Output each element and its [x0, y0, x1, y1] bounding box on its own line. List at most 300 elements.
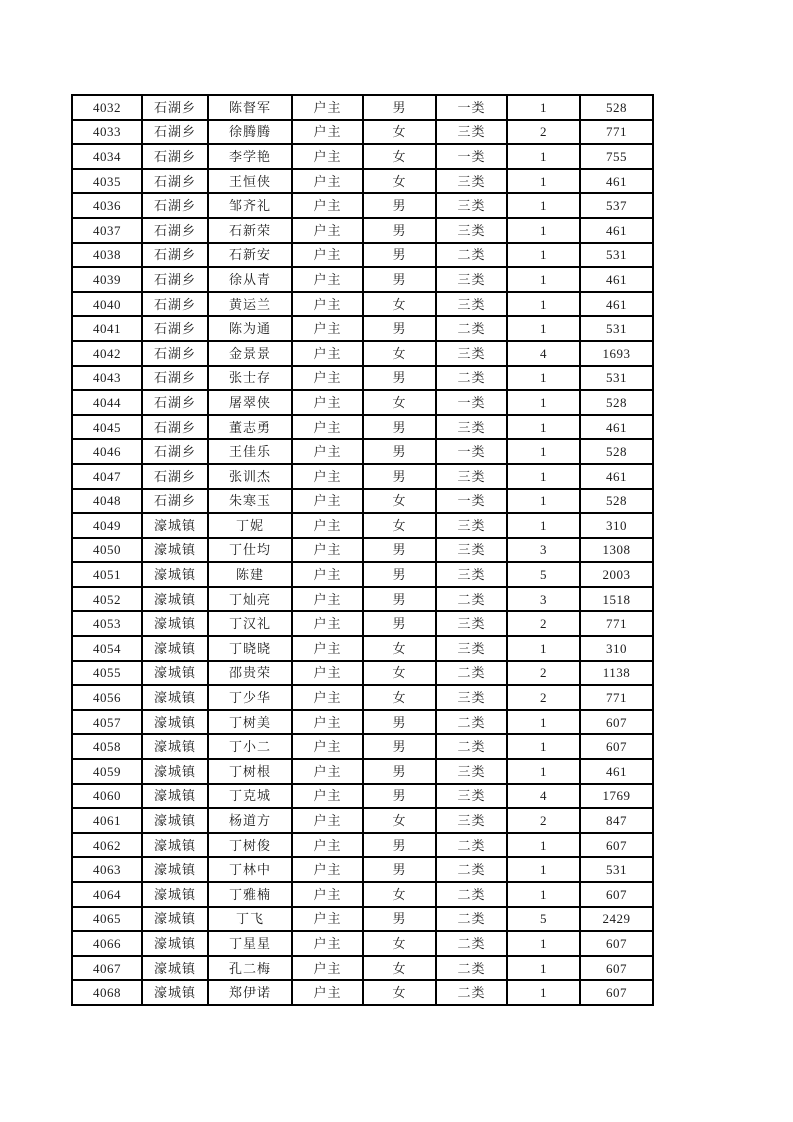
cell-name: 张训杰: [208, 464, 292, 489]
table-row: [72, 784, 653, 809]
cell-gender: 女: [363, 513, 436, 538]
household-subsidy-table: [71, 94, 654, 1006]
cell-serial-number: 4062: [72, 833, 142, 858]
cell-name: 董志勇: [208, 415, 292, 440]
cell-household-size: 2: [507, 120, 580, 145]
cell-category: 二类: [436, 907, 507, 932]
cell-relation-to-head: 户主: [292, 316, 363, 341]
cell-relation-to-head: 户主: [292, 562, 363, 587]
cell-serial-number: 4039: [72, 267, 142, 292]
cell-gender: 男: [363, 562, 436, 587]
cell-name: 王佳乐: [208, 439, 292, 464]
cell-household-size: 1: [507, 833, 580, 858]
table-row: [72, 587, 653, 612]
table-row: [72, 439, 653, 464]
cell-name: 丁克城: [208, 784, 292, 809]
cell-category: 三类: [436, 538, 507, 563]
cell-relation-to-head: 户主: [292, 538, 363, 563]
cell-amount: 531: [580, 366, 653, 391]
cell-amount: 461: [580, 464, 653, 489]
cell-township: 濠城镇: [142, 931, 208, 956]
cell-name: 黄运兰: [208, 292, 292, 317]
cell-amount: 461: [580, 169, 653, 194]
cell-amount: 531: [580, 857, 653, 882]
cell-name: 丁汉礼: [208, 611, 292, 636]
table-row: [72, 661, 653, 686]
cell-category: 三类: [436, 808, 507, 833]
cell-township: 石湖乡: [142, 341, 208, 366]
cell-name: 丁小二: [208, 734, 292, 759]
table-row: [72, 193, 653, 218]
cell-township: 石湖乡: [142, 218, 208, 243]
cell-name: 屠翠侠: [208, 390, 292, 415]
table-row: [72, 341, 653, 366]
cell-category: 二类: [436, 243, 507, 268]
cell-household-size: 4: [507, 341, 580, 366]
cell-category: 二类: [436, 980, 507, 1005]
cell-household-size: 1: [507, 980, 580, 1005]
cell-gender: 男: [363, 316, 436, 341]
cell-gender: 女: [363, 808, 436, 833]
cell-relation-to-head: 户主: [292, 415, 363, 440]
table-row: [72, 956, 653, 981]
cell-serial-number: 4036: [72, 193, 142, 218]
cell-name: 丁灿亮: [208, 587, 292, 612]
cell-serial-number: 4049: [72, 513, 142, 538]
cell-amount: 2429: [580, 907, 653, 932]
cell-township: 濠城镇: [142, 734, 208, 759]
table-row: [72, 464, 653, 489]
cell-amount: 1769: [580, 784, 653, 809]
table-row: [72, 120, 653, 145]
table-row: [72, 144, 653, 169]
cell-category: 三类: [436, 562, 507, 587]
cell-category: 三类: [436, 267, 507, 292]
cell-gender: 男: [363, 366, 436, 391]
cell-name: 邹齐礼: [208, 193, 292, 218]
cell-gender: 男: [363, 759, 436, 784]
cell-township: 石湖乡: [142, 169, 208, 194]
cell-relation-to-head: 户主: [292, 710, 363, 735]
cell-relation-to-head: 户主: [292, 390, 363, 415]
cell-name: 徐腾腾: [208, 120, 292, 145]
cell-name: 王恒侠: [208, 169, 292, 194]
cell-relation-to-head: 户主: [292, 685, 363, 710]
cell-gender: 女: [363, 956, 436, 981]
cell-serial-number: 4064: [72, 882, 142, 907]
cell-category: 三类: [436, 120, 507, 145]
cell-name: 丁妮: [208, 513, 292, 538]
cell-relation-to-head: 户主: [292, 661, 363, 686]
cell-relation-to-head: 户主: [292, 956, 363, 981]
cell-serial-number: 4043: [72, 366, 142, 391]
cell-household-size: 1: [507, 513, 580, 538]
cell-gender: 女: [363, 292, 436, 317]
cell-gender: 男: [363, 710, 436, 735]
cell-serial-number: 4045: [72, 415, 142, 440]
table-row: [72, 734, 653, 759]
cell-amount: 607: [580, 882, 653, 907]
cell-gender: 男: [363, 464, 436, 489]
cell-amount: 531: [580, 243, 653, 268]
cell-category: 三类: [436, 193, 507, 218]
cell-household-size: 1: [507, 931, 580, 956]
cell-amount: 847: [580, 808, 653, 833]
cell-category: 三类: [436, 292, 507, 317]
cell-township: 濠城镇: [142, 956, 208, 981]
cell-amount: 461: [580, 415, 653, 440]
cell-relation-to-head: 户主: [292, 882, 363, 907]
cell-category: 三类: [436, 611, 507, 636]
cell-gender: 男: [363, 907, 436, 932]
cell-amount: 461: [580, 759, 653, 784]
cell-serial-number: 4051: [72, 562, 142, 587]
cell-household-size: 1: [507, 636, 580, 661]
cell-gender: 男: [363, 95, 436, 120]
cell-category: 三类: [436, 636, 507, 661]
cell-household-size: 1: [507, 734, 580, 759]
cell-serial-number: 4034: [72, 144, 142, 169]
cell-name: 石新安: [208, 243, 292, 268]
cell-amount: 1308: [580, 538, 653, 563]
cell-gender: 男: [363, 415, 436, 440]
cell-relation-to-head: 户主: [292, 243, 363, 268]
cell-name: 孔二梅: [208, 956, 292, 981]
cell-gender: 男: [363, 439, 436, 464]
cell-gender: 女: [363, 685, 436, 710]
cell-name: 徐从青: [208, 267, 292, 292]
cell-amount: 461: [580, 292, 653, 317]
cell-gender: 男: [363, 243, 436, 268]
cell-gender: 女: [363, 120, 436, 145]
table-row: [72, 292, 653, 317]
cell-name: 陈督军: [208, 95, 292, 120]
cell-category: 二类: [436, 734, 507, 759]
cell-serial-number: 4033: [72, 120, 142, 145]
cell-name: 杨道方: [208, 808, 292, 833]
table-row: [72, 808, 653, 833]
table-row: [72, 931, 653, 956]
cell-amount: 528: [580, 390, 653, 415]
cell-household-size: 2: [507, 808, 580, 833]
cell-serial-number: 4035: [72, 169, 142, 194]
cell-relation-to-head: 户主: [292, 292, 363, 317]
cell-household-size: 1: [507, 169, 580, 194]
cell-serial-number: 4068: [72, 980, 142, 1005]
cell-township: 石湖乡: [142, 415, 208, 440]
cell-gender: 男: [363, 784, 436, 809]
cell-township: 石湖乡: [142, 390, 208, 415]
cell-serial-number: 4061: [72, 808, 142, 833]
cell-gender: 女: [363, 169, 436, 194]
cell-serial-number: 4063: [72, 857, 142, 882]
cell-category: 二类: [436, 587, 507, 612]
cell-serial-number: 4066: [72, 931, 142, 956]
cell-serial-number: 4059: [72, 759, 142, 784]
cell-serial-number: 4065: [72, 907, 142, 932]
cell-relation-to-head: 户主: [292, 931, 363, 956]
table-row: [72, 685, 653, 710]
cell-relation-to-head: 户主: [292, 734, 363, 759]
cell-household-size: 1: [507, 95, 580, 120]
cell-amount: 461: [580, 218, 653, 243]
cell-relation-to-head: 户主: [292, 784, 363, 809]
cell-township: 濠城镇: [142, 562, 208, 587]
cell-gender: 男: [363, 267, 436, 292]
cell-township: 石湖乡: [142, 243, 208, 268]
cell-amount: 607: [580, 734, 653, 759]
cell-household-size: 1: [507, 243, 580, 268]
table-row: [72, 759, 653, 784]
cell-amount: 528: [580, 95, 653, 120]
cell-relation-to-head: 户主: [292, 464, 363, 489]
cell-amount: 607: [580, 980, 653, 1005]
cell-township: 石湖乡: [142, 439, 208, 464]
cell-serial-number: 4050: [72, 538, 142, 563]
cell-category: 三类: [436, 415, 507, 440]
cell-gender: 女: [363, 980, 436, 1005]
cell-amount: 310: [580, 513, 653, 538]
cell-serial-number: 4044: [72, 390, 142, 415]
cell-category: 一类: [436, 144, 507, 169]
cell-township: 濠城镇: [142, 882, 208, 907]
cell-household-size: 1: [507, 882, 580, 907]
cell-township: 石湖乡: [142, 316, 208, 341]
cell-township: 石湖乡: [142, 464, 208, 489]
cell-relation-to-head: 户主: [292, 833, 363, 858]
cell-serial-number: 4060: [72, 784, 142, 809]
cell-relation-to-head: 户主: [292, 587, 363, 612]
cell-category: 三类: [436, 169, 507, 194]
cell-township: 濠城镇: [142, 907, 208, 932]
cell-name: 金景景: [208, 341, 292, 366]
cell-household-size: 2: [507, 661, 580, 686]
cell-township: 濠城镇: [142, 636, 208, 661]
cell-household-size: 1: [507, 267, 580, 292]
table-row: [72, 243, 653, 268]
cell-amount: 771: [580, 120, 653, 145]
cell-name: 陈建: [208, 562, 292, 587]
cell-serial-number: 4052: [72, 587, 142, 612]
cell-name: 丁飞: [208, 907, 292, 932]
cell-township: 石湖乡: [142, 144, 208, 169]
table-row: [72, 489, 653, 514]
cell-township: 濠城镇: [142, 759, 208, 784]
cell-township: 濠城镇: [142, 513, 208, 538]
cell-amount: 2003: [580, 562, 653, 587]
cell-household-size: 2: [507, 685, 580, 710]
cell-amount: 607: [580, 956, 653, 981]
cell-name: 陈为通: [208, 316, 292, 341]
cell-category: 二类: [436, 857, 507, 882]
cell-relation-to-head: 户主: [292, 857, 363, 882]
cell-category: 一类: [436, 95, 507, 120]
cell-amount: 607: [580, 931, 653, 956]
cell-relation-to-head: 户主: [292, 95, 363, 120]
cell-township: 濠城镇: [142, 784, 208, 809]
cell-serial-number: 4048: [72, 489, 142, 514]
cell-name: 丁雅楠: [208, 882, 292, 907]
cell-gender: 男: [363, 833, 436, 858]
cell-amount: 1518: [580, 587, 653, 612]
cell-category: 三类: [436, 341, 507, 366]
cell-amount: 461: [580, 267, 653, 292]
cell-gender: 女: [363, 341, 436, 366]
table-body: [72, 95, 653, 1005]
cell-relation-to-head: 户主: [292, 341, 363, 366]
cell-gender: 女: [363, 489, 436, 514]
cell-amount: 528: [580, 489, 653, 514]
table-row: [72, 538, 653, 563]
cell-category: 二类: [436, 710, 507, 735]
cell-relation-to-head: 户主: [292, 980, 363, 1005]
cell-household-size: 3: [507, 587, 580, 612]
cell-township: 濠城镇: [142, 538, 208, 563]
cell-serial-number: 4054: [72, 636, 142, 661]
cell-household-size: 4: [507, 784, 580, 809]
table-row: [72, 218, 653, 243]
cell-relation-to-head: 户主: [292, 489, 363, 514]
cell-serial-number: 4046: [72, 439, 142, 464]
cell-township: 石湖乡: [142, 292, 208, 317]
cell-gender: 男: [363, 611, 436, 636]
cell-relation-to-head: 户主: [292, 439, 363, 464]
cell-township: 濠城镇: [142, 587, 208, 612]
cell-amount: 1138: [580, 661, 653, 686]
cell-township: 石湖乡: [142, 120, 208, 145]
cell-gender: 女: [363, 931, 436, 956]
cell-category: 三类: [436, 759, 507, 784]
cell-amount: 755: [580, 144, 653, 169]
cell-serial-number: 4047: [72, 464, 142, 489]
cell-serial-number: 4055: [72, 661, 142, 686]
cell-household-size: 1: [507, 857, 580, 882]
cell-name: 朱寒玉: [208, 489, 292, 514]
cell-gender: 男: [363, 857, 436, 882]
cell-township: 石湖乡: [142, 366, 208, 391]
cell-township: 濠城镇: [142, 685, 208, 710]
table-row: [72, 710, 653, 735]
cell-name: 邵贵荣: [208, 661, 292, 686]
cell-gender: 男: [363, 193, 436, 218]
cell-gender: 女: [363, 144, 436, 169]
cell-relation-to-head: 户主: [292, 513, 363, 538]
cell-household-size: 1: [507, 956, 580, 981]
cell-relation-to-head: 户主: [292, 611, 363, 636]
cell-amount: 607: [580, 833, 653, 858]
cell-name: 丁树俊: [208, 833, 292, 858]
cell-name: 郑伊诺: [208, 980, 292, 1005]
cell-household-size: 1: [507, 759, 580, 784]
cell-gender: 女: [363, 661, 436, 686]
cell-township: 石湖乡: [142, 193, 208, 218]
cell-amount: 771: [580, 611, 653, 636]
cell-gender: 男: [363, 587, 436, 612]
cell-name: 丁林中: [208, 857, 292, 882]
cell-household-size: 1: [507, 218, 580, 243]
cell-township: 濠城镇: [142, 857, 208, 882]
cell-name: 丁树美: [208, 710, 292, 735]
cell-amount: 771: [580, 685, 653, 710]
cell-township: 濠城镇: [142, 710, 208, 735]
table-row: [72, 390, 653, 415]
cell-category: 一类: [436, 489, 507, 514]
table-row: [72, 95, 653, 120]
cell-household-size: 1: [507, 464, 580, 489]
cell-gender: 男: [363, 538, 436, 563]
table-row: [72, 857, 653, 882]
cell-serial-number: 4058: [72, 734, 142, 759]
cell-household-size: 3: [507, 538, 580, 563]
cell-household-size: 1: [507, 710, 580, 735]
cell-relation-to-head: 户主: [292, 907, 363, 932]
table-row: [72, 267, 653, 292]
cell-household-size: 1: [507, 366, 580, 391]
cell-household-size: 1: [507, 144, 580, 169]
cell-gender: 女: [363, 390, 436, 415]
cell-amount: 607: [580, 710, 653, 735]
cell-category: 二类: [436, 956, 507, 981]
cell-household-size: 5: [507, 907, 580, 932]
cell-category: 一类: [436, 439, 507, 464]
table-row: [72, 611, 653, 636]
cell-category: 三类: [436, 464, 507, 489]
cell-serial-number: 4038: [72, 243, 142, 268]
table-row: [72, 907, 653, 932]
table-row: [72, 980, 653, 1005]
cell-township: 濠城镇: [142, 833, 208, 858]
cell-household-size: 2: [507, 611, 580, 636]
cell-category: 二类: [436, 882, 507, 907]
table-row: [72, 366, 653, 391]
cell-relation-to-head: 户主: [292, 193, 363, 218]
cell-category: 二类: [436, 931, 507, 956]
cell-household-size: 1: [507, 316, 580, 341]
cell-township: 石湖乡: [142, 267, 208, 292]
table-row: [72, 513, 653, 538]
cell-household-size: 1: [507, 292, 580, 317]
cell-category: 二类: [436, 366, 507, 391]
cell-serial-number: 4042: [72, 341, 142, 366]
table-row: [72, 833, 653, 858]
cell-serial-number: 4032: [72, 95, 142, 120]
cell-relation-to-head: 户主: [292, 144, 363, 169]
cell-category: 三类: [436, 218, 507, 243]
cell-relation-to-head: 户主: [292, 759, 363, 784]
cell-gender: 女: [363, 882, 436, 907]
cell-amount: 1693: [580, 341, 653, 366]
table-row: [72, 636, 653, 661]
table-row: [72, 169, 653, 194]
cell-serial-number: 4037: [72, 218, 142, 243]
cell-relation-to-head: 户主: [292, 218, 363, 243]
cell-household-size: 1: [507, 415, 580, 440]
cell-name: 石新荣: [208, 218, 292, 243]
cell-category: 三类: [436, 685, 507, 710]
cell-name: 丁晓晓: [208, 636, 292, 661]
cell-serial-number: 4056: [72, 685, 142, 710]
cell-township: 濠城镇: [142, 661, 208, 686]
cell-township: 濠城镇: [142, 808, 208, 833]
cell-name: 丁树根: [208, 759, 292, 784]
table-row: [72, 316, 653, 341]
cell-township: 濠城镇: [142, 611, 208, 636]
cell-category: 二类: [436, 833, 507, 858]
cell-township: 濠城镇: [142, 980, 208, 1005]
cell-category: 二类: [436, 661, 507, 686]
cell-township: 石湖乡: [142, 489, 208, 514]
cell-household-size: 1: [507, 489, 580, 514]
